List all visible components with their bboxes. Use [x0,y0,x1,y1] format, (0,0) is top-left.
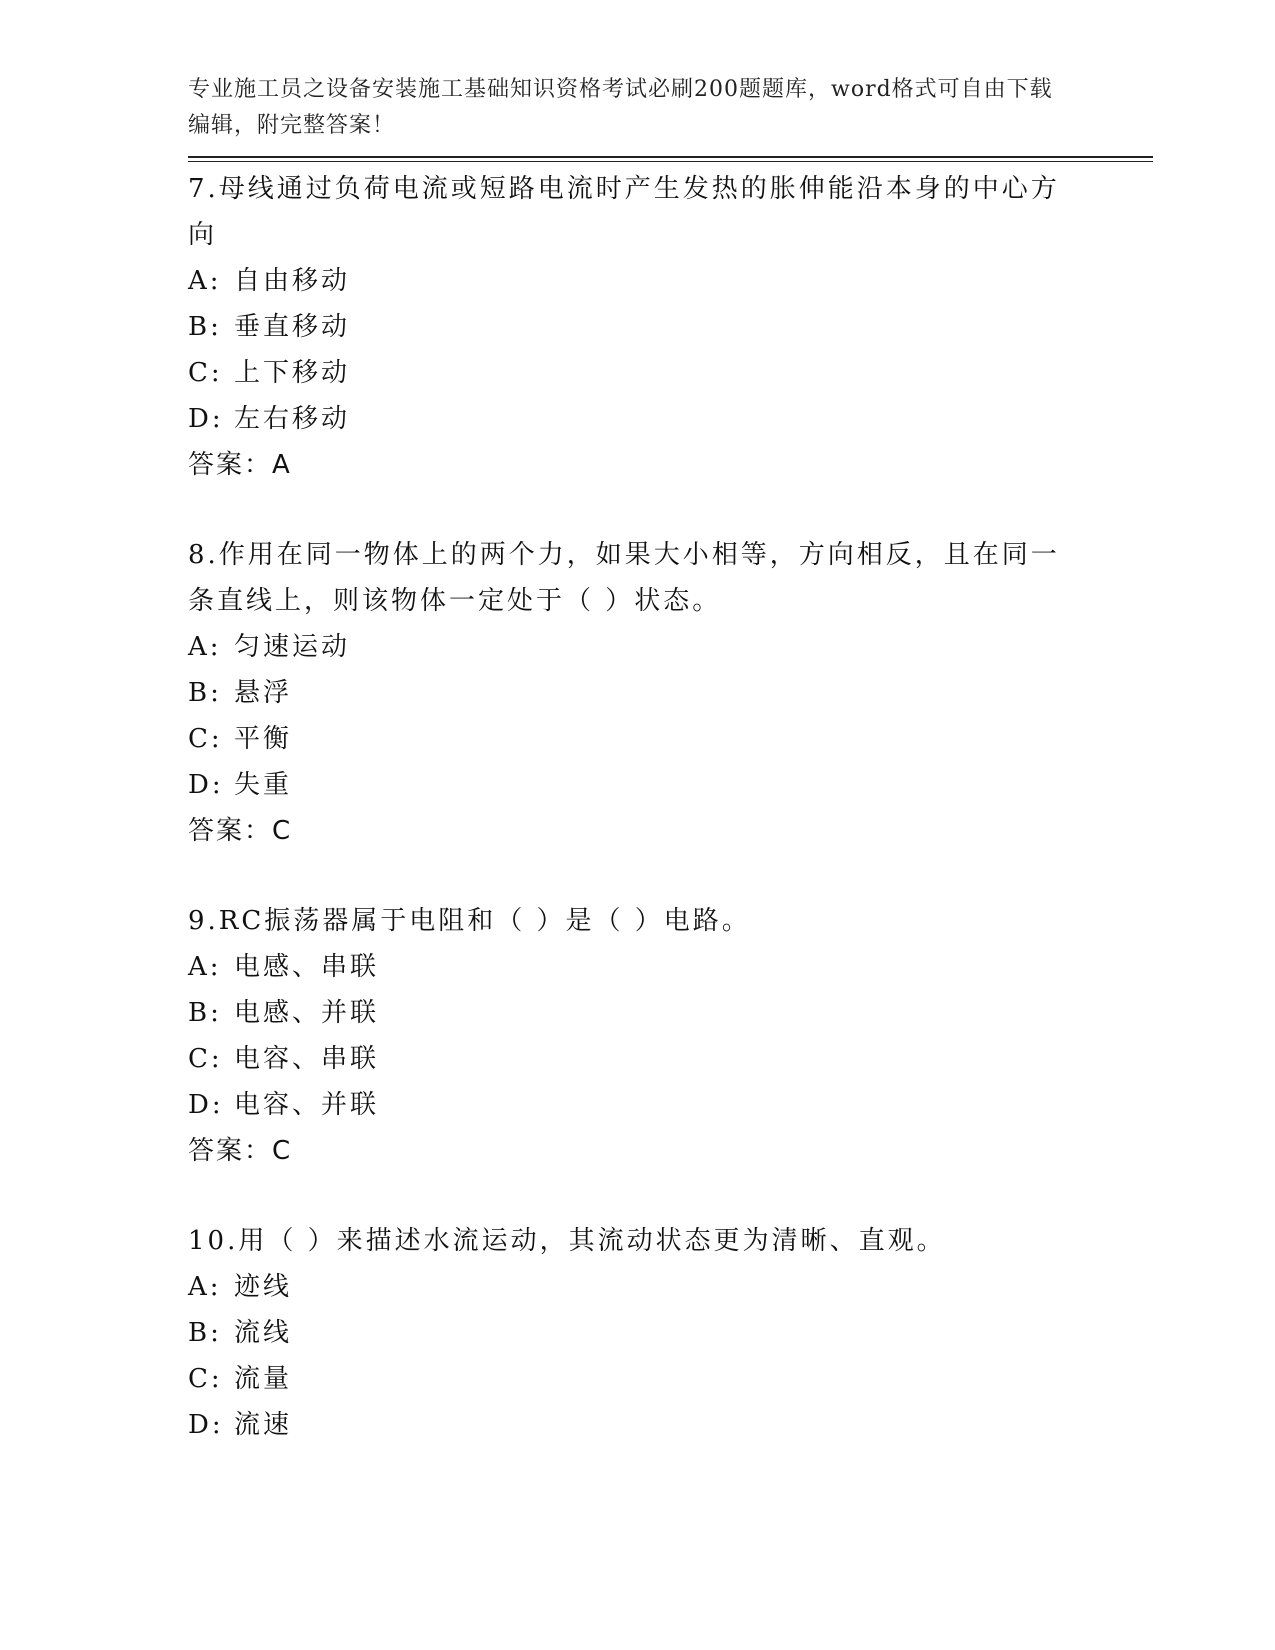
question-spacer [188,1174,1153,1218]
answer-key: 答案：A [188,450,292,480]
question-stem: 7.母线通过负荷电流或短路电流时产生发热的胀伸能沿本身的中心方向 [188,174,1060,250]
option-letter: A: [188,1272,222,1302]
document-page [188,72,1153,1448]
answer-option [188,1356,1153,1402]
option-text: 匀速运动 [234,632,351,662]
option-letter: A: [188,632,222,662]
option-text: 自由移动 [234,266,351,296]
option-text: 流速 [234,1410,293,1440]
question-item [188,898,1153,1218]
option-text: 电感、并联 [234,998,380,1028]
option-text: 上下移动 [234,358,351,388]
answer-option [188,304,1153,350]
option-text: 流线 [234,1318,293,1348]
option-letter: C: [188,358,223,388]
option-text: 迹线 [234,1272,293,1302]
question-list [188,166,1153,1448]
option-text: 平衡 [234,724,293,754]
answer-option [188,1082,1153,1128]
option-letter: D: [188,1410,224,1440]
option-letter: D: [188,404,224,434]
option-letter: B: [188,1318,222,1348]
option-letter: C: [188,724,223,754]
answer-option [188,624,1153,670]
option-letter: D: [188,770,224,800]
option-letter: C: [188,1364,223,1394]
question-item [188,166,1153,532]
answer-option [188,258,1153,304]
option-text: 左右移动 [234,404,351,434]
question-spacer [188,854,1153,898]
answer-option [188,1402,1153,1448]
question-stem: 10.用（ ）来描述水流运动，其流动状态更为清晰、直观。 [188,1226,946,1256]
option-letter: C: [188,1044,223,1074]
option-letter: B: [188,678,222,708]
header-divider [188,156,1153,162]
answer-option [188,944,1153,990]
option-text: 电容、并联 [234,1090,380,1120]
answer-option [188,1036,1153,1082]
answer-option [188,1264,1153,1310]
answer-option [188,990,1153,1036]
answer-key: 答案：C [188,1136,293,1166]
option-letter: B: [188,998,222,1028]
answer-option [188,1310,1153,1356]
answer-option [188,396,1153,442]
option-letter: D: [188,1090,224,1120]
question-stem: 9.RC振荡器属于电阻和（ ）是（ ）电路。 [188,906,751,936]
option-text: 失重 [234,770,293,800]
option-text: 悬浮 [234,678,293,708]
option-text: 垂直移动 [234,312,351,342]
question-item [188,1218,1153,1448]
answer-option [188,350,1153,396]
question-item [188,532,1153,898]
answer-option [188,716,1153,762]
answer-key: 答案：C [188,816,293,846]
option-letter: B: [188,312,222,342]
option-text: 电感、串联 [234,952,380,982]
answer-option [188,762,1153,808]
option-letter: A: [188,266,222,296]
option-text: 流量 [234,1364,293,1394]
document-header: 专业施工员之设备安装施工基础知识资格考试必刷200题题库，word格式可自由下载编辑，附完整答案！ [188,77,1053,138]
option-letter: A: [188,952,222,982]
answer-option [188,670,1153,716]
option-text: 电容、串联 [234,1044,380,1074]
question-stem: 8.作用在同一物体上的两个力，如果大小相等，方向相反，且在同一条直线上，则该物体一定处于（ ）状态。 [188,540,1060,616]
question-spacer [188,488,1153,532]
